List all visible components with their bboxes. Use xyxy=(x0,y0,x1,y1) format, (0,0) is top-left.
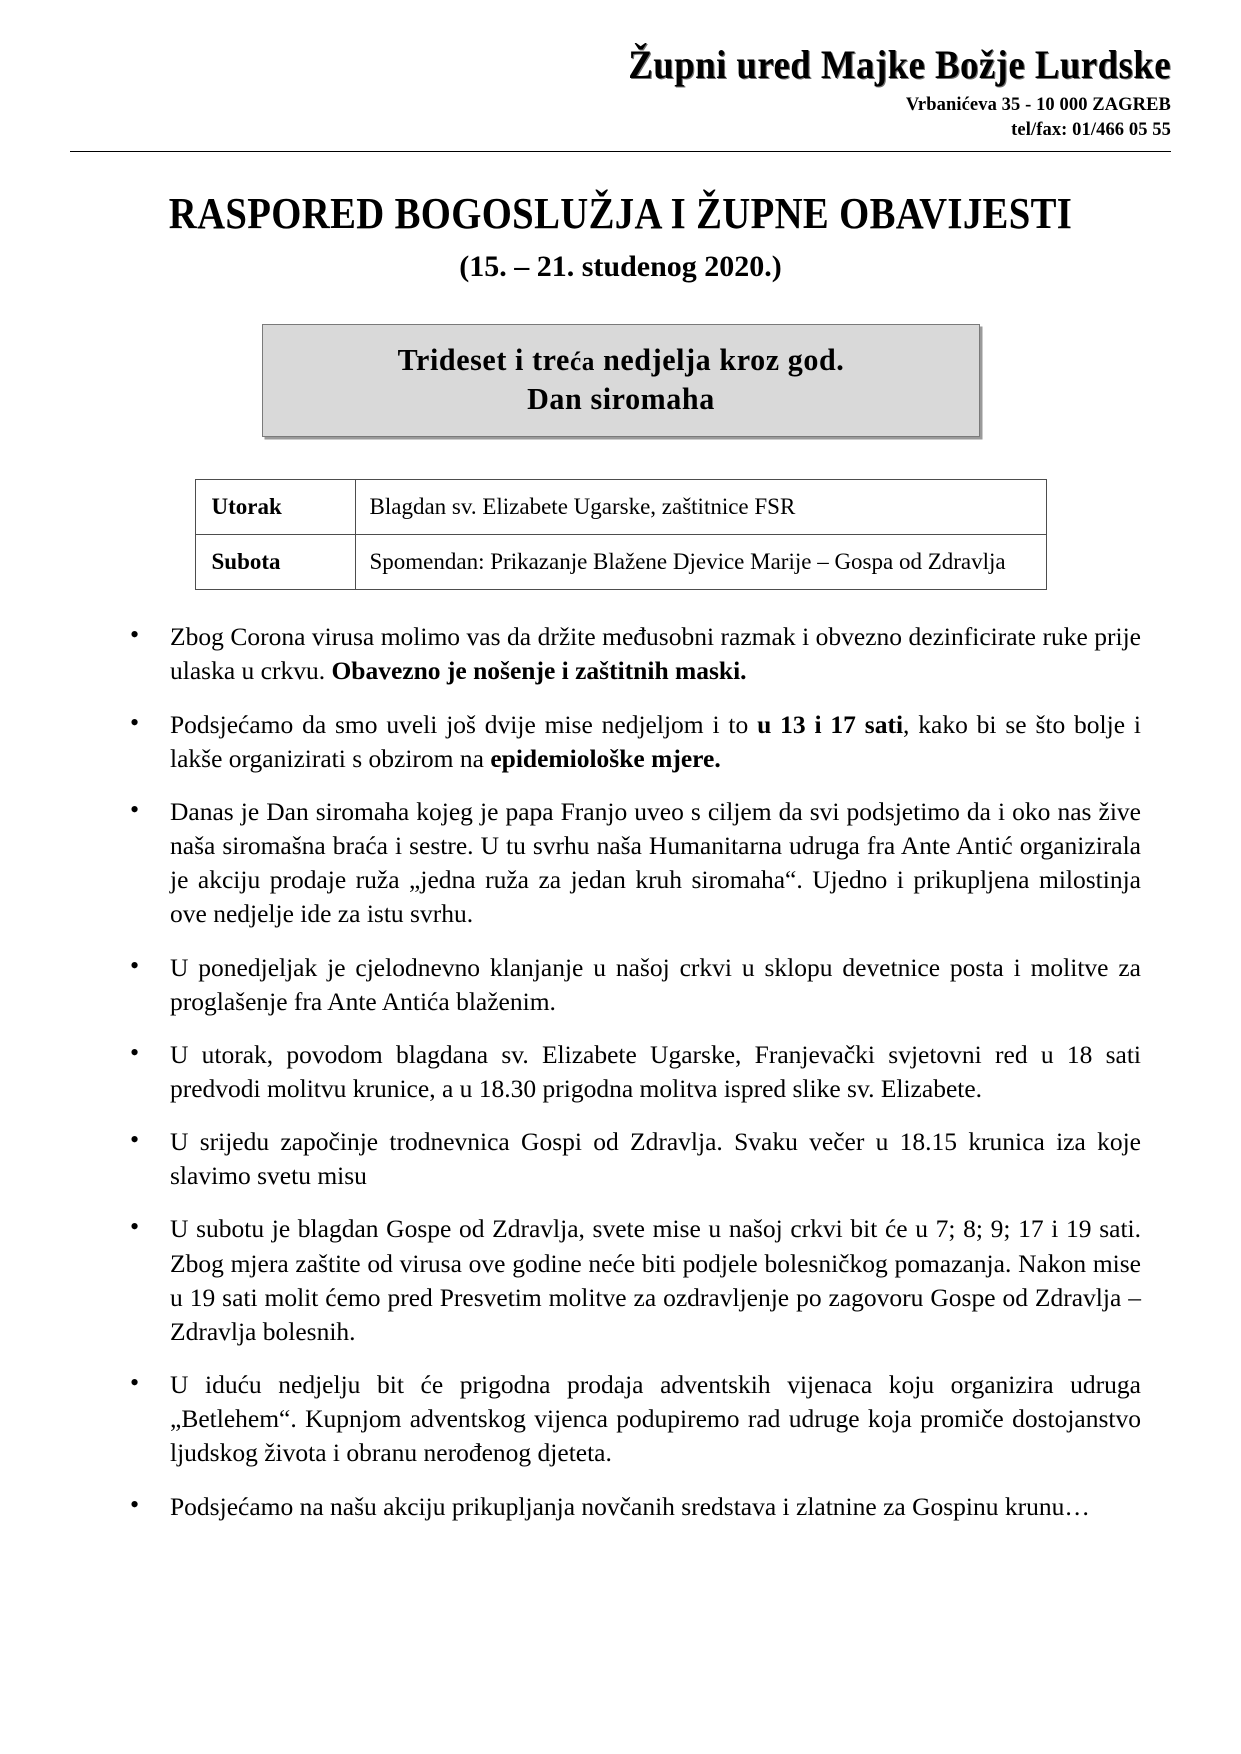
table-cell-description: Spomendan: Prikazanje Blažene Djevice Marije – Gospa od Zdravlja xyxy=(355,535,1046,590)
notice-emphasis: Obavezno je nošenje i zaštitnih maski. xyxy=(331,656,747,686)
header-divider xyxy=(70,151,1171,152)
parish-office-title: Župni ured Majke Božje Lurdske xyxy=(628,42,1171,87)
banner-line-1-prefix: Trideset i tre xyxy=(397,342,570,378)
notice-item-tuesday-elizabeth xyxy=(108,1038,1141,1106)
table-cell-day: Subota xyxy=(195,535,355,590)
notice-text: Podsjećamo da smo uveli još dvije mise nedjeljom i to xyxy=(170,709,758,739)
notice-item-wednesday-triduum xyxy=(108,1125,1141,1193)
notice-item-day-of-the-poor xyxy=(108,795,1141,932)
parish-phone: tel/fax: 01/466 05 55 xyxy=(1011,120,1171,140)
letterhead xyxy=(70,0,1171,152)
page-title: RASPORED BOGOSLUŽJA I ŽUPNE OBAVIJESTI xyxy=(168,189,1073,238)
table-row xyxy=(195,480,1046,535)
table-cell-description: Blagdan sv. Elizabete Ugarske, zaštitnice FSR xyxy=(355,480,1046,535)
notice-item-extra-masses xyxy=(108,708,1141,776)
notice-item-corona-distance xyxy=(108,620,1141,688)
notice-text: Danas je Dan siromaha kojeg je papa Franjo uveo s ciljem da svi podsjetimo da i oko nas žive naša siromašna braća i sestre. U tu svrhu naša Humanitarna udruga fra Ante Antić organizirala je akciju prodaje ruža „jedna ruža za jedan kruh siromaha“. Ujedno i prikupljena milostinja ove nedjelje ide za istu svrhu. xyxy=(170,796,1141,929)
feast-days-table-body xyxy=(195,480,1046,590)
sunday-banner xyxy=(262,324,980,437)
notice-text: U iduću nedjelju bit će prigodna prodaja adventskih vijenaca koju organizira udruga „Betlehem“. Kupnjom adventskog vijenca podupiremo rad udruge koja promiče dostojanstvo ljudskog života i obranu nerođenog djeteta. xyxy=(170,1370,1141,1468)
notice-text: Podsjećamo na našu akciju prikupljanja novčanih sredstava i zlatnine za Gospinu krunu… xyxy=(170,1491,1090,1521)
banner-line-1-suffix: nedjelja kroz god. xyxy=(594,342,844,378)
page-subtitle: (15. – 21. studenog 2020.) xyxy=(459,250,782,284)
feast-days-table xyxy=(195,479,1047,590)
notice-item-advent-wreaths xyxy=(108,1368,1141,1470)
notice-text: Zbog Corona virusa molimo vas da držite međusobni razmak i obvezno dezinficirate ruke prije ulaska u crkvu. xyxy=(170,622,1141,686)
notices-list xyxy=(70,620,1171,1523)
banner-line-2: Dan siromaha xyxy=(526,380,715,416)
notice-emphasis: epidemiološke mjere. xyxy=(490,743,721,773)
notice-text: U subotu je blagdan Gospe od Zdravlja, svete mise u našoj crkvi bit će u 7; 8; 9; 17 i 19 sati. Zbog mjera zaštite od virusa ove godine neće biti podjele bolesničkog pomazanja. Nakon mise u 19 sati molit ćemo pred Presvetim molitve za ozdravljenje po zagovoru Gospe od Zdravlja – Zdravlja bolesnih. xyxy=(170,1214,1141,1346)
table-cell-day: Utorak xyxy=(195,480,355,535)
notice-text: U ponedjeljak je cjelodnevno klanjanje u našoj crkvi u sklopu devetnice posta i molitve za proglašenje fra Ante Antića blaženim. xyxy=(170,952,1141,1016)
notice-item-saturday-feast xyxy=(108,1212,1141,1349)
notice-text: U srijedu započinje trodnevnica Gospi od Zdravlja. Svaku večer u 18.15 krunica iza koje slavimo svetu misu xyxy=(170,1127,1141,1191)
table-row xyxy=(195,535,1046,590)
banner-line-1 xyxy=(283,341,958,379)
notice-text: , kako bi se što bolje i lakše organizirati s obzirom na xyxy=(170,709,1141,773)
notice-item-monday-adoration xyxy=(108,951,1141,1019)
banner-line-1-small: ća xyxy=(569,347,595,377)
parish-address: Vrbanićeva 35 - 10 000 ZAGREB xyxy=(905,95,1171,115)
notice-item-crown-collection xyxy=(108,1490,1141,1524)
notice-text: U utorak, povodom blagdana sv. Elizabete Ugarske, Franjevački svjetovni red u 18 sati predvodi molitvu krunice, a u 18.30 prigodna molitva ispred slike sv. Elizabete. xyxy=(170,1039,1141,1103)
notice-emphasis: u 13 i 17 sati xyxy=(757,709,904,739)
